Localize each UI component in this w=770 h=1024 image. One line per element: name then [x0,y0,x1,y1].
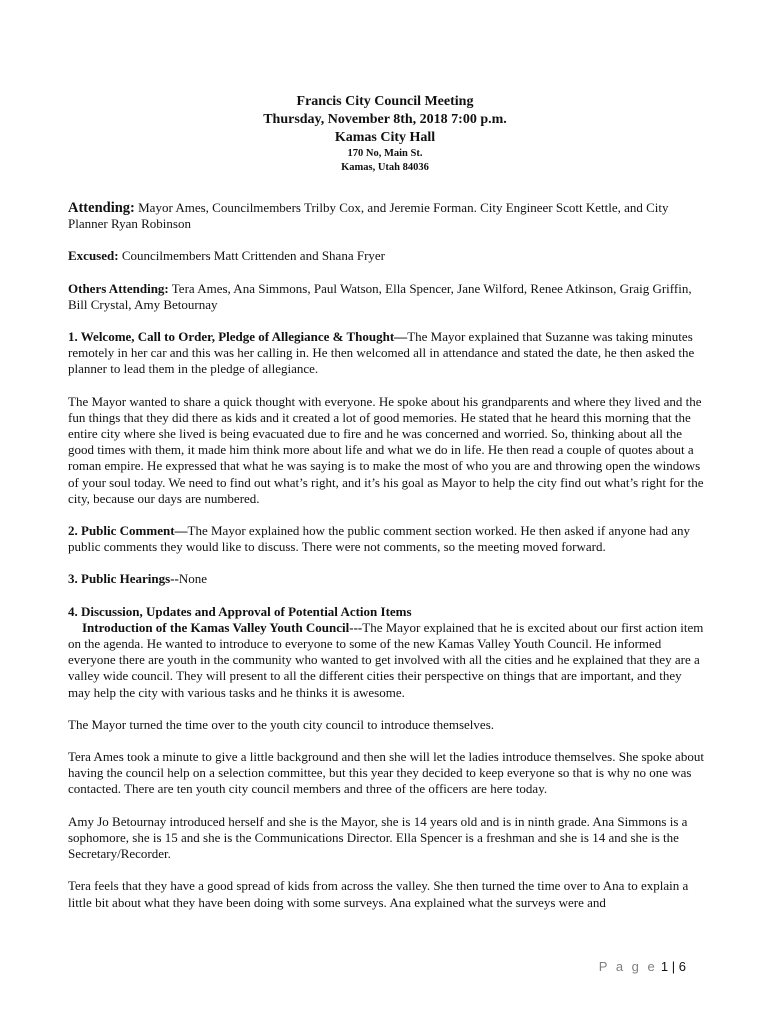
others-attending-label: Others Attending: [68,280,169,296]
item-3-text: None [178,571,208,587]
item-4-paragraph-2: The Mayor turned the time over to the youth city council to introduce themselves. [68,716,494,732]
meeting-header [0,93,770,175]
excused-text: Councilmembers Matt Crittenden and Shana Fryer [118,248,386,264]
item-1-thought-paragraph: The Mayor wanted to share a quick thought with everyone. He spoke about his grandparents and where they lived and the fun things that they did there as kids and it created a lot of good memories. He stated that he heard this morning that the entire city where she lived is being evacuated due to fire and he was concerned and worried. So, thinking about all the good times with them, it made him think more about life and what we do in life. He then read a couple of quotes about a roman empire. He expressed that what he was saying is to make the most of who you are and throwing open the windows of your soul today. We need to find out what’s right, and it’s his goal as Mayor to help the city find out what’s right for the city, because our days are numbered. [68,393,704,506]
attending-paragraph [68,200,704,232]
item-2-text: The Mayor explained how the public comment section worked. He then asked if anyone had any public comments they would like to discuss. There were not comments, so the meeting moved forward. [68,523,691,555]
item-2-heading: 2. Public Comment— [68,523,188,539]
youth-council-text: The Mayor explained that he is excited about our first action item on the agenda. He wanted to introduce to everyone to some of the new Kamas Valley Youth Council. He informed everyone there are youth in the community who wanted to get involved with all the cities and he explained that they are a valley wide council. They will present to all the different cities their perspective on things that are important, and they may help the city with various tasks and he thinks it is awesome. [68,619,704,700]
attending-label: Attending: [68,200,135,216]
item-4-heading [68,604,704,620]
meeting-location: Kamas City Hall [334,130,436,145]
item-4-intro-paragraph [68,620,704,701]
item-4-paragraph-5: Tera feels that they have a good spread of kids from across the valley. She then turned the time over to Ana to explain a little bit about what they have been doing with some surveys. Ana explained what the surveys were and [68,878,689,910]
others-attending-paragraph [68,281,704,313]
page-footer [599,959,686,974]
item-1-text: The Mayor explained that Suzanne was taking minutes remotely in her car and this was her calling in. He then welcomed all in attendance and stated the date, he then asked the planner to lead them in the pledge of allegiance. [68,329,695,377]
others-attending-text: Tera Ames, Ana Simmons, Paul Watson, Ella Spencer, Jane Wilford, Renee Atkinson, Graig Griffin, Bill Crystal, Amy Betournay [68,280,692,312]
excused-label: Excused: [68,248,119,264]
page-number: 1 [660,959,669,974]
minutes-body [68,200,704,927]
item-1-heading: 1. Welcome, Call to Order, Pledge of Allegiance & Thought— [68,329,408,345]
item-1-paragraph [68,329,704,378]
meeting-date: Thursday, November 8th, 2018 7:00 p.m. [263,112,507,127]
item-2-paragraph [68,523,704,555]
item-4-heading-text: 4. Discussion, Updates and Approval of Potential Action Items [68,603,412,619]
attending-text: Mayor Ames, Councilmembers Trilby Cox, and Jeremie Forman. City Engineer Scott Kettle, and City Planner Ryan Robinson [68,200,669,232]
address-line-1: 170 No, Main St. [347,148,423,159]
item-3-heading: 3. Public Hearings-- [68,571,179,587]
meeting-title: Francis City Council Meeting [296,94,474,109]
excused-paragraph [68,248,704,264]
item-3-paragraph [68,571,704,587]
page-separator: | [671,959,676,974]
page-label: P a g e [598,959,658,974]
item-4-paragraph-3: Tera Ames took a minute to give a little background and then she will let the ladies introduce themselves. She spoke about having the council help on a selection committee, but this year they decided to keep everyone so that is why no one was contacted. There are ten youth city council members and three of the officers are here today. [68,749,704,797]
item-4-paragraph-4: Amy Jo Betournay introduced herself and she is the Mayor, she is 14 years old and is in ninth grade. Ana Simmons is a sophomore, she is 15 and she is the Communications Director. Ella Spencer is a freshman and she is 14 and she is the Secretary/Recorder. [68,813,688,862]
address-line-2: Kamas, Utah 84036 [341,162,429,173]
youth-council-subheading: Introduction of the Kamas Valley Youth Council--- [82,619,363,635]
page-total: 6 [678,959,686,974]
